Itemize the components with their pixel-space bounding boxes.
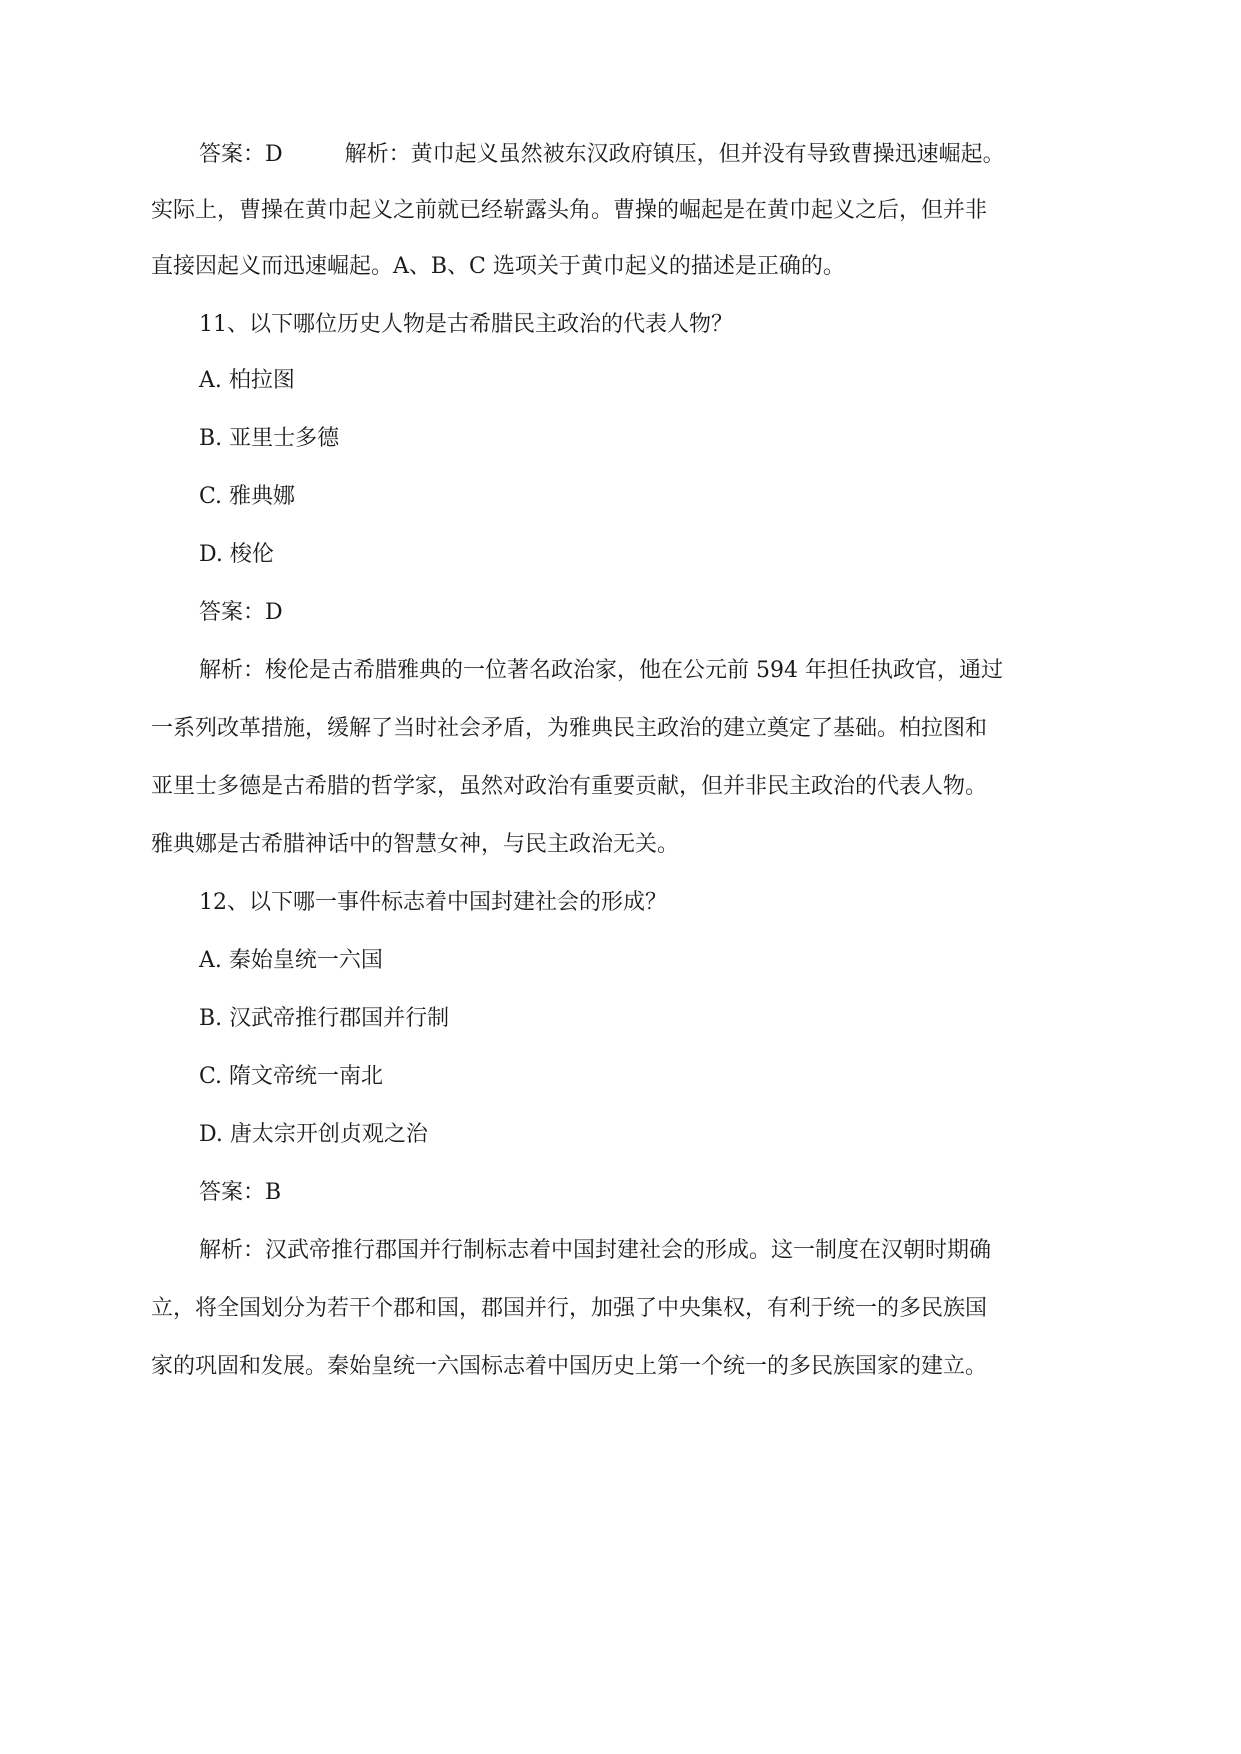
answer-10: 答案：D xyxy=(199,142,283,167)
analysis-10-line-2: 实际上，曹操在黄巾起义之前就已经崭露头角。曹操的崛起是在黄巾起义之后，但并非 xyxy=(151,198,988,223)
analysis-12-line-3: 家的巩固和发展。秦始皇统一六国标志着中国历史上第一个统一的多民族国家的建立。 xyxy=(151,1354,988,1379)
analysis-11-line-1: 解析：梭伦是古希腊雅典的一位著名政治家，他在公元前 594 年担任执政官，通过 xyxy=(199,658,1003,683)
analysis-10-line-1: 解析：黄巾起义虽然被东汉政府镇压，但并没有导致曹操迅速崛起。 xyxy=(344,142,1005,167)
question-11: 11、以下哪位历史人物是古希腊民主政治的代表人物？ xyxy=(199,312,733,337)
q11-option-a: A. 柏拉图 xyxy=(199,368,295,393)
q12-option-c: C. 隋文帝统一南北 xyxy=(199,1064,384,1089)
answer-12: 答案：B xyxy=(199,1180,282,1205)
q11-option-c: C. 雅典娜 xyxy=(199,484,296,509)
analysis-11-line-3: 亚里士多德是古希腊的哲学家，虽然对政治有重要贡献，但并非民主政治的代表人物。 xyxy=(151,774,988,799)
answer-11: 答案：D xyxy=(199,600,283,625)
analysis-12-line-1: 解析：汉武帝推行郡国并行制标志着中国封建社会的形成。这一制度在汉朝时期确 xyxy=(199,1238,992,1263)
analysis-11-line-4: 雅典娜是古希腊神话中的智慧女神，与民主政治无关。 xyxy=(151,832,680,857)
q12-option-a: A. 秦始皇统一六国 xyxy=(199,948,383,973)
q12-option-d: D. 唐太宗开创贞观之治 xyxy=(199,1122,428,1147)
answer-10-line xyxy=(199,140,1005,170)
analysis-10-line-3: 直接因起义而迅速崛起。A、B、C 选项关于黄巾起义的描述是正确的。 xyxy=(151,254,845,279)
q11-option-d: D. 梭伦 xyxy=(199,542,274,567)
question-12: 12、以下哪一事件标志着中国封建社会的形成？ xyxy=(199,890,667,915)
q11-option-b: B. 亚里士多德 xyxy=(199,426,340,451)
analysis-12-line-2: 立，将全国划分为若干个郡和国，郡国并行，加强了中央集权，有利于统一的多民族国 xyxy=(151,1296,988,1321)
q12-option-b: B. 汉武帝推行郡国并行制 xyxy=(199,1006,450,1031)
analysis-11-line-2: 一系列改革措施，缓解了当时社会矛盾，为雅典民主政治的建立奠定了基础。柏拉图和 xyxy=(151,716,988,741)
